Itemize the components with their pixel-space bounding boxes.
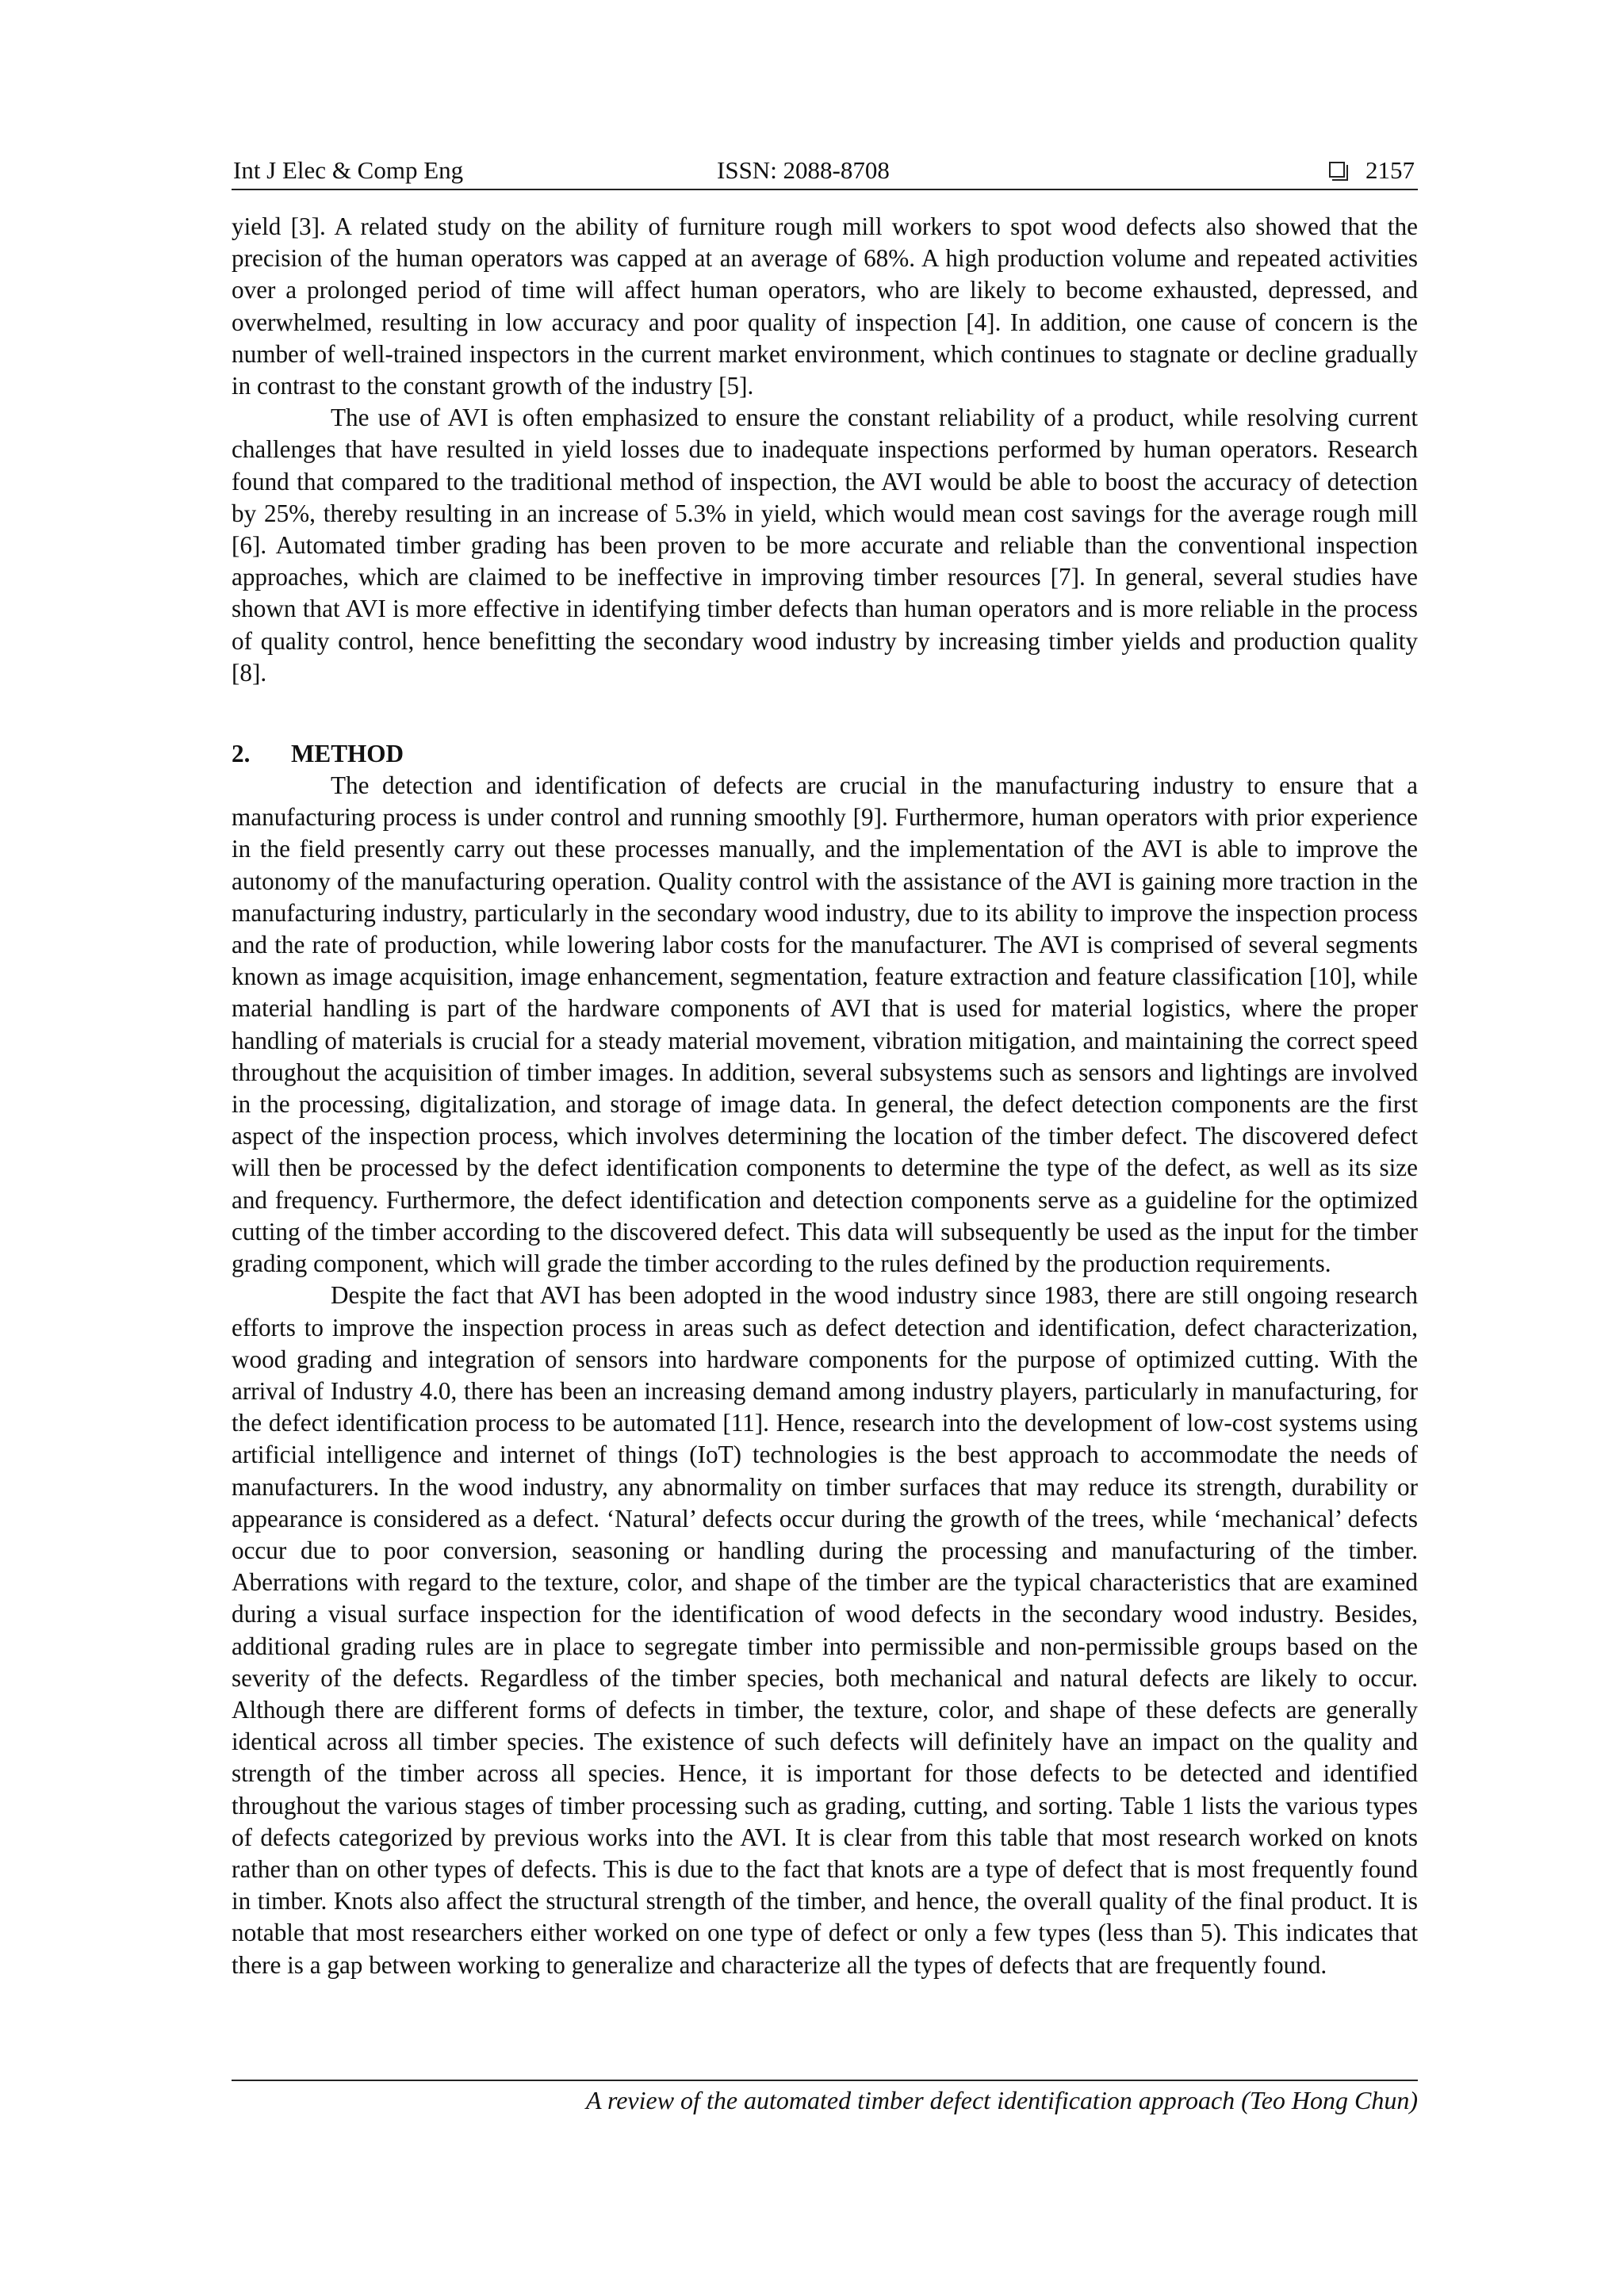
page-footer bbox=[232, 2080, 1418, 2116]
page-header bbox=[232, 155, 1418, 190]
square-bullet-icon bbox=[1329, 162, 1345, 178]
page-number: 2157 bbox=[1365, 156, 1415, 184]
paragraph-2: The use of AVI is often emphasized to ensure the constant reliability of a product, while resolving current challenges that have resulted in yield losses due to inadequate inspections performed by human operators. Research found that compared to the traditional method of inspection, the AVI would be able to boost the accuracy of detection by 25%, thereby resulting in an increase of 5.3% in yield, which would mean cost savings for the average rough mill [6]. Automated timber grading has been proven to be more accurate and reliable than the conventional inspection approaches, which are claimed to be ineffective in improving timber resources [7]. In general, several studies have shown that AVI is more effective in identifying timber defects than human operators and is more reliable in the process of quality control, hence benefitting the secondary wood industry by increasing timber yields and production quality [8]. bbox=[232, 404, 1418, 687]
section-heading bbox=[232, 738, 1418, 770]
running-title: A review of the automated timber defect identification approach (Teo Hong Chun) bbox=[585, 2086, 1418, 2114]
body-text bbox=[232, 211, 1418, 1981]
page bbox=[232, 155, 1418, 2114]
paragraph-4: Despite the fact that AVI has been adopted in the wood industry since 1983, there are still ongoing research efforts to improve the inspection process in areas such as defect detection and identification, defect characterization, wood grading and integration of sensors into hardware components for the purpose of optimized cutting. With the arrival of Industry 4.0, there has been an increasing demand among industry players, particularly in manufacturing, for the defect identification process to be automated [11]. Hence, research into the development of low-cost systems using artificial intelligence and internet of things (IoT) technologies is the best approach to accommodate the needs of manufacturers. In the wood industry, any abnormality on timber surfaces that may reduce its strength, durability or appearance is considered as a defect. ‘Natural’ defects occur during the growth of the trees, while ‘mechanical’ defects occur due to poor conversion, seasoning or handling during the processing and manufacturing of the timber. Aberrations with regard to the texture, color, and shape of the timber are the typical characteristics that are examined during a visual surface inspection for the identification of wood defects in the secondary wood industry. Besides, additional grading rules are in place to segregate timber into permissible and non-permissible groups based on the severity of the defects. Regardless of the timber species, both mechanical and natural defects are likely to occur. Although there are different forms of defects in timber, the texture, color, and shape of these defects are generally identical across all timber species. The existence of such defects will definitely have an impact on the quality and strength of the timber across all species. Hence, it is important for those defects to be detected and identified throughout the various stages of timber processing such as grading, cutting, and sorting. Table 1 lists the various types of defects categorized by previous works into the AVI. It is clear from this table that most research worked on knots rather than on other types of defects. This is due to the fact that knots are a type of defect that is most frequently found in timber. Knots also affect the structural strength of the timber, and hence, the overall quality of the final product. It is notable that most researchers either worked on one type of defect or only a few types (less than 5). This indicates that there is a gap between working to generalize and characterize all the types of defects that are frequently found. bbox=[232, 1281, 1418, 1979]
issn: ISSN: 2088-8708 bbox=[717, 156, 890, 184]
section-number: 2. bbox=[232, 740, 251, 768]
journal-name: Int J Elec & Comp Eng bbox=[233, 156, 464, 184]
paragraph-1: yield [3]. A related study on the ability of furniture rough mill workers to spot wood defects also showed that the precision of the human operators was capped at an average of 68%. A high production volume and repeated activities over a prolonged period of time will affect human operators, who are likely to become exhausted, depressed, and overwhelmed, resulting in low accuracy and poor quality of inspection [4]. In addition, one cause of concern is the number of well-trained inspectors in the current market environment, which continues to stagnate or decline gradually in contrast to the constant growth of the industry [5]. bbox=[232, 212, 1418, 400]
paragraph-3: The detection and identification of defects are crucial in the manufacturing industry to ensure that a manufacturing process is under control and running smoothly [9]. Furthermore, human operators with prior experience in the field presently carry out these processes manually, and the implementation of the AVI is able to improve the autonomy of the manufacturing operation. Quality control with the assistance of the AVI is gaining more traction in the manufacturing industry, particularly in the secondary wood industry, due to its ability to improve the inspection process and the rate of production, while lowering labor costs for the manufacturer. The AVI is comprised of several segments known as image acquisition, image enhancement, segmentation, feature extraction and feature classification [10], while material handling is part of the hardware components of AVI that is used for material logistics, where the proper handling of materials is crucial for a steady material movement, vibration mitigation, and maintaining the correct speed throughout the acquisition of timber images. In addition, several subsystems such as sensors and lightings are involved in the processing, digitalization, and storage of image data. In general, the defect detection components are the first aspect of the inspection process, which involves determining the location of the timber defect. The discovered defect will then be processed by the defect identification components to determine the type of the defect, as well as its size and frequency. Furthermore, the defect identification and detection components serve as a guideline for the optimized cutting of the timber according to the discovered defect. This data will subsequently be used as the input for the timber grading component, which will grade the timber according to the rules defined by the production requirements. bbox=[232, 771, 1418, 1278]
section-title: METHOD bbox=[291, 740, 404, 768]
